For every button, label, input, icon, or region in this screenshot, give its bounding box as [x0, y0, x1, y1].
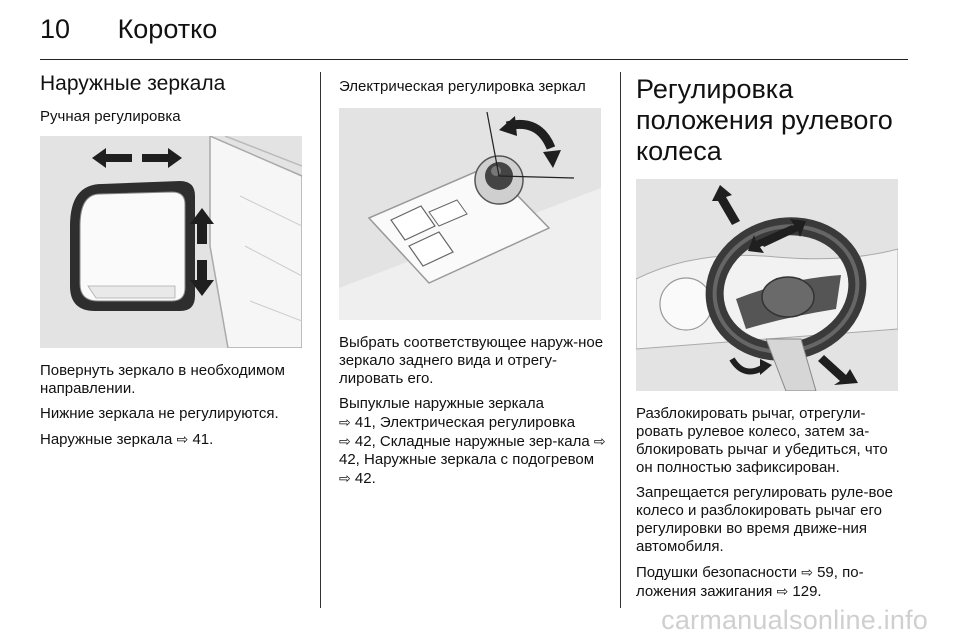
page-header	[40, 14, 217, 45]
paragraph-mirror-refs	[339, 395, 607, 488]
page-ref-arrow-icon: ⇨	[339, 470, 351, 486]
ref-page[interactable]: 59, по-ложения зажигания	[636, 564, 864, 600]
ref-page[interactable]: 41.	[192, 431, 214, 448]
header-rule	[40, 59, 908, 60]
paragraph-select-mirror: Выбрать соответствующее наруж-ное зеркало заднего вида и отрегу-лировать его.	[339, 334, 604, 387]
ref-page[interactable]: 42, Складные наружные зер-кала	[354, 433, 594, 450]
steering-wheel-illustration	[636, 179, 898, 391]
page-ref-arrow-icon: ⇨	[339, 414, 351, 430]
subsection-heading: Электрическая регулировка зеркал	[339, 78, 586, 95]
paragraph-mirror-ref	[40, 430, 306, 449]
column-steering-wheel	[636, 72, 908, 608]
page-ref-arrow-icon: ⇨	[776, 583, 789, 599]
mirror-manual-illustration	[40, 136, 302, 348]
page-number: 10	[40, 14, 71, 44]
ref-page[interactable]: 41, Электрическая регулировка	[354, 414, 576, 431]
subsection-heading: Ручная регулировка	[40, 108, 181, 125]
page-ref-arrow-icon: ⇨	[801, 564, 813, 580]
column-divider-1	[320, 72, 321, 608]
section-heading: Наружные зеркала	[40, 72, 226, 95]
column-mirrors-electric	[339, 72, 607, 495]
watermark: carmanualsonline.info	[661, 605, 928, 635]
section-heading: Регулировка положения рулевого колеса	[636, 74, 893, 166]
column-divider-2	[620, 72, 621, 608]
ref-page[interactable]: 42.	[354, 470, 376, 487]
paragraph-turn-mirror: Повернуть зеркало в необходимом направлении.	[40, 362, 285, 397]
ref-page[interactable]: 129.	[792, 583, 822, 600]
ref-text: Выпуклые наружные зеркала	[339, 395, 544, 412]
ref-page[interactable]: 42, Наружные зеркала с подогревом	[339, 451, 595, 468]
paragraph-airbag-ref	[636, 563, 908, 601]
ref-text: Наружные зеркала	[40, 431, 177, 448]
column-mirrors-manual	[40, 72, 306, 456]
page-ref-arrow-icon: ⇨	[176, 431, 189, 447]
paragraph-lower-mirrors: Нижние зеркала не регулируются.	[40, 405, 279, 422]
paragraph-unlock-lever: Разблокировать рычаг, отрегули-ровать рулевое колесо, затем за-блокировать рычаг и убедиться, что он полностью зафиксирован.	[636, 405, 888, 476]
paragraph-warning: Запрещается регулировать руле-вое колесо и разблокировать рычаг его регулировки во время движе-ния автомобиля.	[636, 484, 893, 555]
page-ref-arrow-icon: ⇨	[339, 433, 351, 449]
mirror-electric-illustration	[339, 108, 601, 320]
section-title: Коротко	[117, 14, 218, 44]
ref-text: Подушки безопасности	[636, 564, 802, 581]
page-ref-arrow-icon: ⇨	[593, 433, 606, 449]
